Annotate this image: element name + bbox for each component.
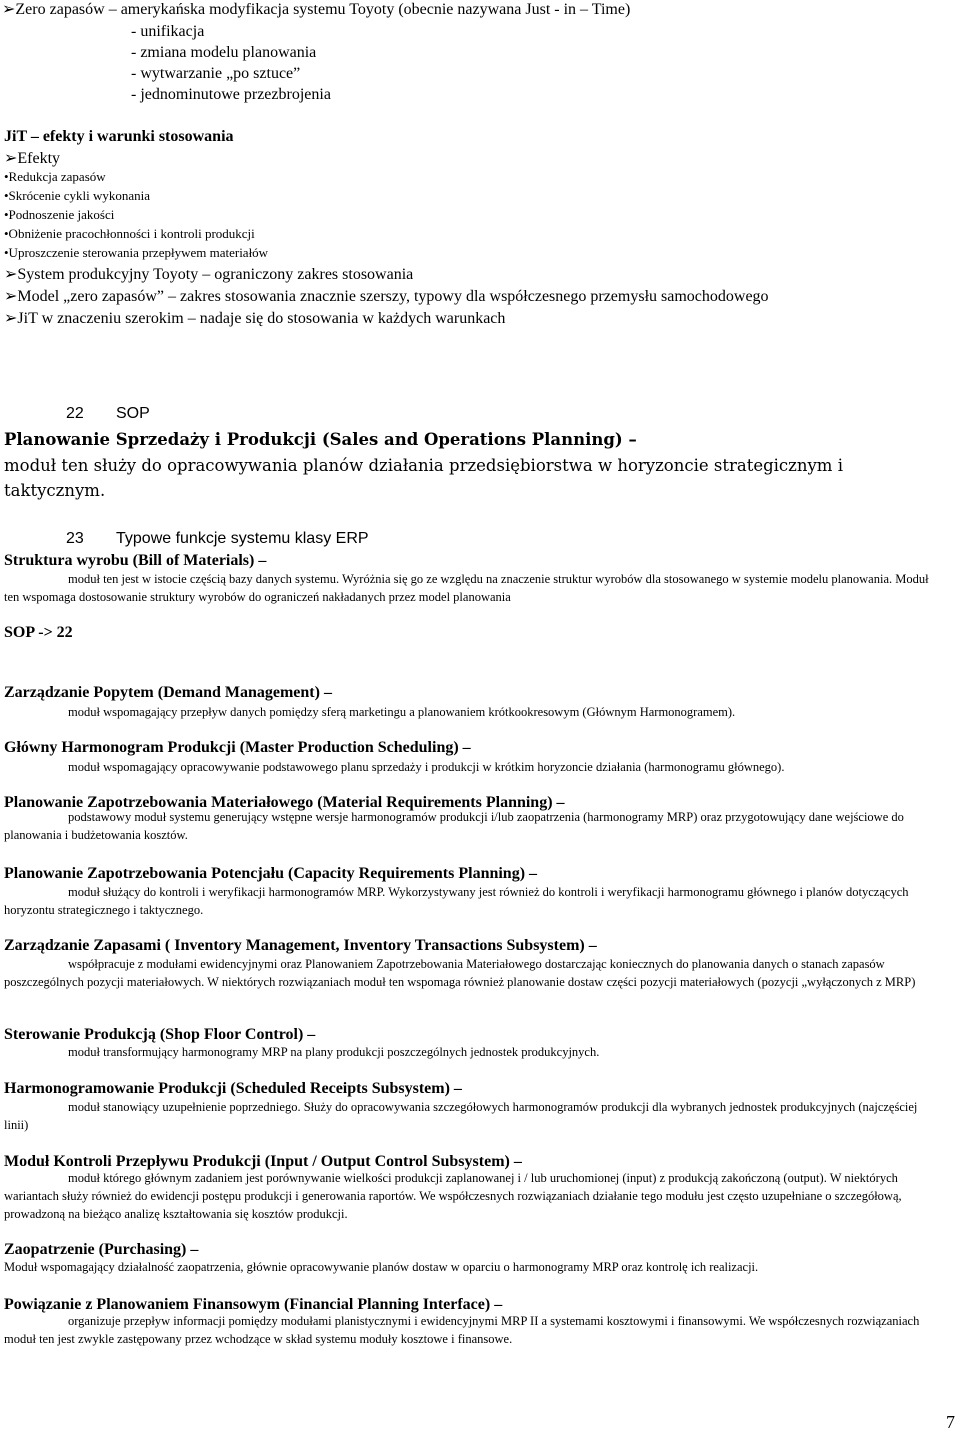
- section-body: moduł wspomagający opracowywanie podstawowego planu sprzedaży i produkcji w krótkim horyzoncie działania (harmonogramu głównego).: [68, 760, 785, 774]
- section-body: moduł transformujący harmonogramy MRP na plany produkcji poszczególnych jednostek produkcyjnych.: [68, 1045, 600, 1059]
- section-title: Sterowanie Produkcją (Shop Floor Control) –: [4, 1026, 316, 1043]
- jit-arrow-line: ➢System produkcyjny Toyoty – ograniczony zakres stosowania: [4, 266, 414, 283]
- section-title: Moduł Kontroli Przepływu Produkcji (Input / Output Control Subsystem) –: [4, 1153, 522, 1170]
- section-title: Zarządzanie Popytem (Demand Management) –: [4, 684, 332, 701]
- arrow-bullet-icon: ➢: [4, 150, 18, 167]
- sub-item: - jednominutowe przezbrojenia: [131, 86, 331, 103]
- arrow-bullet-icon: ➢: [4, 288, 18, 305]
- sop-reference: SOP -> 22: [4, 624, 73, 641]
- sub-item: - wytwarzanie „po sztuce”: [131, 65, 301, 82]
- erp-number: 23: [66, 530, 84, 547]
- section-body: podstawowy moduł systemu generujący wstępne wersje harmonogramów produkcji i/lub zaopatrzenia (harmonogramy MRP) oraz przygotowujący dane wejściowe do planowania i budżetowania kosztów.: [4, 810, 904, 842]
- section-title: Harmonogramowanie Produkcji (Scheduled Receipts Subsystem) –: [4, 1080, 462, 1097]
- section-title: Zaopatrzenie (Purchasing) –: [4, 1241, 199, 1258]
- sub-item: - zmiana modelu planowania: [131, 44, 317, 61]
- zero-zapasow-line: ➢Zero zapasów – amerykańska modyfikacja systemu Toyoty (obecnie nazywana Just - in – Time): [2, 1, 631, 18]
- jit-arrow-line: ➢JiT w znaczeniu szerokim – nadaje się do stosowania w każdych warunkach: [4, 310, 506, 327]
- section-body: moduł służący do kontroli i weryfikacji harmonogramów MRP. Wykorzystywany jest również do kontroli i weryfikacji harmonogramu głównego i planów dotyczących horyzontu strategicznego i taktycznego.: [4, 885, 909, 917]
- section-title: Zarządzanie Zapasami ( Inventory Management, Inventory Transactions Subsystem) –: [4, 937, 597, 954]
- section-title: Planowanie Zapotrzebowania Materiałowego (Material Requirements Planning) –: [4, 794, 565, 811]
- arrow-bullet-icon: ➢: [2, 1, 16, 18]
- arrow-bullet-icon: ➢: [4, 266, 18, 283]
- section-body: moduł którego głównym zadaniem jest porównywanie wielkości produkcji zaplanowanej i / lub uruchomionej (input) z produkcją zakończoną (output). W niektórych wariantach służy również do ewidencji postępu produkcji i generowania raportów. We współczesnych rozwiązaniach działanie tego modułu jest często uzupełniane o szczegółową, prowadzoną na bieżąco analizę kształtowania się kosztów produkcji.: [4, 1171, 902, 1221]
- section-body: moduł stanowiący uzupełnienie poprzedniego. Służy do opracowywania szczegółowych harmonogramów produkcji dla wybranych jednostek produkcyjnych (najczęściej linii): [4, 1100, 918, 1132]
- jit-arrow-line: ➢Model „zero zapasów” – zakres stosowania znacznie szerszy, typowy dla współczesnego przemysłu samochodowego: [4, 288, 769, 305]
- section-body: współpracuje z modułami ewidencyjnymi oraz Planowaniem Zapotrzebowania Materiałowego dostarczając koniecznych do planowania danych o stanach zapasów poszczególnych pozycji materiałowych. W niektórych rozwiązaniach moduł ten wspomaga również planowanie dostaw części pozycji materiałowych (pozycji „wyłączonych z MRP): [4, 957, 916, 989]
- section-title: Planowanie Zapotrzebowania Potencjału (Capacity Requirements Planning) –: [4, 865, 538, 882]
- effect-bullet: •Redukcja zapasów: [4, 169, 106, 184]
- bom-body: moduł ten jest w istocie częścią bazy danych systemu. Wyróżnia się go ze względu na znaczenie struktur wyrobów dla stosowanego w systemie modelu planowania. Moduł ten wspomaga dostosowanie struktury wyrobów do ograniczeń nakładanych przez model planowania: [4, 572, 929, 604]
- sop-number: 22: [66, 405, 84, 422]
- section-title: Powiązanie z Planowaniem Finansowym (Financial Planning Interface) –: [4, 1296, 503, 1313]
- effect-bullet: •Obniżenie pracochłonności i kontroli produkcji: [4, 226, 255, 241]
- sop-code: SOP: [116, 405, 150, 422]
- effect-bullet: •Uproszczenie sterowania przepływem materiałów: [4, 245, 269, 260]
- jit-heading: JiT – efekty i warunki stosowania: [4, 128, 234, 145]
- arrow-bullet-icon: ➢: [4, 310, 18, 327]
- section-body: Moduł wspomagający działalność zaopatrzenia, głównie opracowywanie planów dostaw w oparciu o harmonogramy MRP oraz kontrolę ich realizacji.: [4, 1260, 759, 1274]
- efekty-line: ➢Efekty: [4, 150, 61, 167]
- effect-bullet: •Skrócenie cykli wykonania: [4, 188, 151, 203]
- section-title: Główny Harmonogram Produkcji (Master Production Scheduling) –: [4, 739, 471, 756]
- sop-title: Planowanie Sprzedaży i Produkcji (Sales and Operations Planning) –: [4, 430, 637, 449]
- bom-title: Struktura wyrobu (Bill of Materials) –: [4, 552, 267, 569]
- effect-bullet: •Podnoszenie jakości: [4, 207, 115, 222]
- page-number: 7: [946, 1412, 955, 1432]
- sub-item: - unifikacja: [131, 23, 205, 40]
- section-body: moduł wspomagający przepływ danych pomiędzy sferą marketingu a planowaniem krótkookresowym (Głównym Harmonogramem).: [68, 705, 736, 719]
- section-body: organizuje przepływ informacji pomiędzy modułami planistycznymi i ewidencyjnymi MRP II a systemami kosztowymi i finansowymi. We współczesnych rozwiązaniach moduł ten jest zwykle zastępowany przez wchodzące w skład systemu moduły kosztowe i finansowe.: [4, 1314, 920, 1346]
- sop-body: moduł ten służy do opracowywania planów działania przedsiębiorstwa w horyzoncie strategicznym i taktycznym.: [4, 456, 843, 500]
- erp-heading: Typowe funkcje systemu klasy ERP: [116, 530, 369, 547]
